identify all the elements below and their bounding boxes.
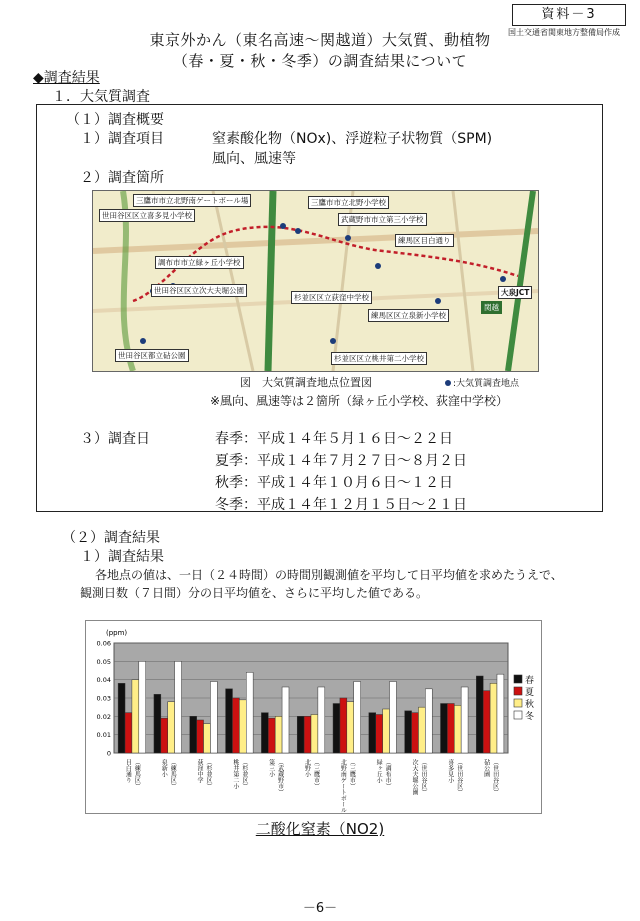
legend-label: 春: [525, 676, 535, 686]
no2-chart: [85, 620, 542, 814]
bar-4: [497, 674, 504, 753]
bar-4: [139, 661, 146, 753]
x-tick-label: （三鷹市）: [312, 759, 320, 789]
schedule-row-summer: [215, 450, 467, 472]
map-label-kitami-elementary: 世田谷区区立喜多見小学校: [99, 209, 195, 222]
bar-2: [197, 720, 204, 753]
bar-3: [347, 702, 354, 753]
season: 秋季: [215, 475, 243, 491]
x-tick-label: （練馬区）: [133, 759, 141, 789]
bar-4: [390, 682, 397, 754]
season: 冬季: [215, 497, 243, 513]
bar-3: [490, 683, 497, 753]
page-number: －6－: [302, 901, 338, 916]
survey-locations-label: ２）調査箇所: [80, 170, 164, 186]
survey-items-value-1: 窒素酸化物（NOx)、浮遊粒子状物質（SPM): [212, 131, 493, 147]
bar-1: [405, 711, 412, 753]
dates: ：平成１４年７月２７日～８月２日: [243, 453, 467, 469]
x-tick-label: 緑ヶ丘小: [375, 759, 383, 783]
x-tick-label: （世田谷区）: [419, 759, 427, 795]
dates: ：平成１４年５月１６日～２２日: [243, 431, 453, 447]
map-label-oizumi-jct: 大泉JCT: [498, 286, 532, 299]
bar-1: [261, 713, 268, 753]
location-map: [92, 190, 539, 372]
bar-4: [210, 682, 217, 754]
dates: ：平成１４年１０月６日～１２日: [243, 475, 453, 491]
title-line-1: 東京外かん（東名高速～関越道）大気質、動植物: [149, 31, 491, 49]
chart-caption-text: 二酸化窒素（NO2): [255, 820, 385, 838]
x-tick-label: 目白通り: [124, 759, 132, 783]
x-tick-label: 砧公園: [482, 759, 490, 777]
bar-1: [190, 716, 197, 753]
survey-dates-label: ３）調査日: [80, 431, 150, 447]
bar-3: [204, 724, 211, 753]
map-label-kinuta-park: 世田谷区都立砧公園: [115, 349, 189, 362]
results-text-line-1: 各地点の値は、一日（２４時間）の時間別観測値を平均して日平均値を求めたうえで、: [95, 568, 563, 582]
organization-label: 国土交通省関東地方整備局作成: [508, 28, 620, 37]
legend-dot-icon: [445, 380, 451, 386]
y-tick-label: 0.05: [96, 657, 111, 666]
y-tick-label: 0.01: [96, 731, 111, 740]
bar-4: [282, 687, 289, 753]
x-tick-label: （世田谷区）: [491, 759, 499, 795]
bar-2: [340, 698, 347, 753]
bar-4: [425, 689, 432, 753]
bar-1: [226, 689, 233, 753]
legend-label: 冬: [525, 712, 535, 722]
map-legend: [445, 376, 519, 389]
bar-2: [304, 716, 311, 753]
survey-schedule: [215, 428, 467, 516]
season: 夏季: [215, 453, 243, 469]
map-label-kitano-elementary: 三鷹市市立北野小学校: [308, 196, 389, 209]
map-label-jidayubori-park: 世田谷区区立次大夫堀公園: [151, 284, 247, 297]
bar-2: [483, 691, 490, 753]
legend-swatch: [514, 711, 522, 719]
x-tick-label: 北野南ゲートボール場: [339, 759, 347, 813]
bar-3: [454, 705, 461, 753]
bar-3: [275, 716, 282, 753]
y-tick-label: 0.06: [96, 639, 111, 648]
bar-2: [125, 713, 132, 753]
x-tick-label: （杉並区）: [240, 759, 248, 789]
chart-caption: [0, 818, 640, 839]
bar-2: [268, 718, 275, 753]
x-tick-label: 第三小: [267, 759, 275, 777]
results-heading: （２）調査結果: [62, 530, 160, 546]
bar-3: [168, 702, 175, 753]
map-label-midorigaoka-elementary: 調布市市立緑ヶ丘小学校: [155, 256, 244, 269]
x-tick-label: 喜多見小: [446, 759, 454, 783]
map-caption: 図 大気質調査地点位置図: [240, 376, 372, 389]
x-tick-label: （武蔵野市）: [276, 759, 284, 795]
map-label-kanetsu: 関越: [481, 301, 502, 314]
x-tick-label: （三鷹市）: [348, 759, 356, 789]
map-label-kitano-minami: 三鷹市市立北野南ゲートボール場: [133, 194, 251, 207]
bar-2: [447, 704, 454, 754]
schedule-row-autumn: [215, 472, 467, 494]
season: 春季: [215, 431, 243, 447]
air-quality-heading: １．大気質調査: [52, 89, 150, 105]
y-tick-label: 0: [106, 749, 111, 758]
overview-heading: （１）調査概要: [66, 112, 164, 128]
bar-1: [118, 683, 125, 753]
survey-items-value-2: 風向、風速等: [212, 151, 296, 167]
bar-3: [239, 700, 246, 753]
x-tick-label: 次大夫堀公園: [410, 759, 418, 795]
map-legend-text: :大気質調査地点: [453, 379, 520, 389]
bar-1: [297, 716, 304, 753]
bar-1: [333, 704, 340, 754]
title-line-2: （春・夏・秋・冬季）の調査結果について: [172, 52, 468, 70]
legend-swatch: [514, 699, 522, 707]
map-label-izumi-shin-elementary: 練馬区区立泉新小学校: [368, 309, 449, 322]
bar-3: [132, 680, 139, 753]
bar-2: [376, 715, 383, 754]
bar-1: [154, 694, 161, 753]
y-tick-label: 0.03: [96, 694, 111, 703]
document-badge: 資料－3: [512, 4, 626, 26]
bar-4: [461, 687, 468, 753]
x-tick-label: 桃井第二小: [231, 759, 239, 789]
bar-1: [440, 704, 447, 754]
map-label-momoi-daini-elementary: 杉並区区立桃井第二小学校: [331, 352, 427, 365]
y-tick-label: 0.04: [96, 676, 111, 685]
map-label-ogikubo-junior-high: 杉並区区立荻窪中学校: [291, 291, 372, 304]
legend-swatch: [514, 687, 522, 695]
bar-2: [161, 718, 168, 753]
x-tick-label: （世田谷区）: [455, 759, 463, 795]
no2-bar-chart: [86, 621, 541, 813]
legend-swatch: [514, 675, 522, 683]
x-tick-label: （練馬区）: [169, 759, 177, 789]
bar-4: [318, 687, 325, 753]
x-tick-label: 荻窪中学: [196, 759, 204, 783]
dates: ：平成１４年１２月１５日～２１日: [243, 497, 467, 513]
results-subheading: １）調査結果: [80, 549, 164, 565]
bar-4: [246, 672, 253, 753]
legend-label: 夏: [525, 688, 535, 698]
bar-2: [412, 713, 419, 753]
x-tick-label: （杉並区）: [205, 759, 213, 789]
survey-items-label: １）調査項目: [80, 131, 164, 147]
map-label-daisan-elementary: 武蔵野市市立第三小学校: [338, 213, 427, 226]
bar-3: [418, 707, 425, 753]
y-tick-label: 0.02: [96, 712, 111, 721]
schedule-row-winter: [215, 494, 467, 516]
bar-3: [311, 715, 318, 754]
bar-3: [383, 709, 390, 753]
bar-2: [232, 698, 239, 753]
x-tick-label: 泉新小: [160, 759, 168, 777]
x-tick-label: 北野小: [303, 759, 311, 777]
bar-4: [354, 682, 361, 754]
map-note: ※風向、風速等は２箇所（緑ヶ丘小学校、荻窪中学校）: [210, 394, 509, 408]
section-heading: ◆調査結果: [33, 70, 100, 86]
y-axis-label: (ppm): [106, 629, 128, 637]
schedule-row-spring: [215, 428, 467, 450]
map-label-mejiro-dori: 練馬区目白通り: [395, 234, 454, 247]
bar-4: [175, 661, 182, 753]
legend-label: 秋: [525, 700, 535, 710]
bar-1: [476, 676, 483, 753]
results-text-line-2: 観測日数（７日間）分の日平均値を、さらに平均した値である。: [80, 586, 429, 600]
bar-1: [369, 713, 376, 753]
x-tick-label: （調布市）: [384, 759, 392, 789]
